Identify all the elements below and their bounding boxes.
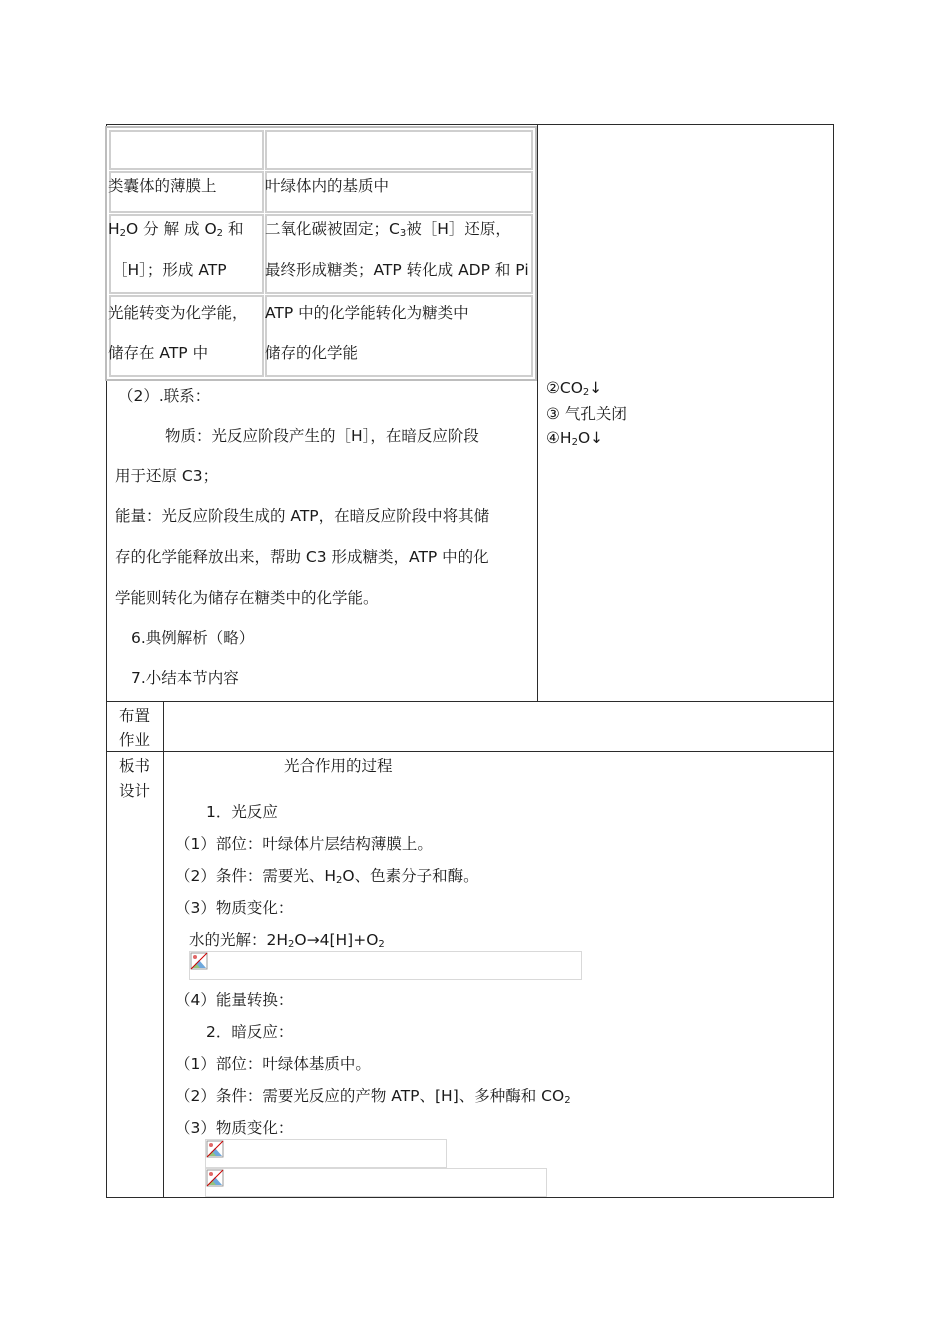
board-light-location: （1）部位：叶绿体片层结构薄膜上。 xyxy=(175,835,433,853)
row-divider-board-top xyxy=(106,751,834,752)
outer-bottom-border xyxy=(106,1197,834,1198)
board-light-reaction-heading: 1．光反应 xyxy=(206,803,278,821)
broken-image-atp-formula xyxy=(189,951,582,980)
board-label-line2: 设计 xyxy=(119,782,151,800)
board-dark-location: （1）部位：叶绿体基质中。 xyxy=(175,1055,371,1073)
cell-r1-right xyxy=(265,130,533,170)
cell-r1-left xyxy=(109,130,264,170)
broken-image-co2-fixation xyxy=(205,1139,447,1168)
outer-right-border xyxy=(833,124,834,1198)
light-energy-line1: 光能转变为化学能， xyxy=(108,304,248,322)
stroma-text: 叶绿体内的基质中 xyxy=(265,177,390,195)
broken-image-icon xyxy=(190,952,208,970)
board-light-conditions: （2）条件：需要光、$H_2O$、色素分子和酶。 xyxy=(175,867,479,886)
thylakoid-membrane-text: 类囊体的薄膜上 xyxy=(108,177,217,195)
board-dark-material-change: （3）物质变化： xyxy=(175,1119,294,1137)
row-divider-homework-top xyxy=(106,701,834,702)
label-column-divider xyxy=(163,701,164,1198)
light-energy-line2: 储存在 ATP 中 xyxy=(108,344,209,362)
relation-material-line2: 用于还原 C3； xyxy=(115,467,219,485)
broken-image-icon xyxy=(206,1140,224,1158)
dark-reaction-change-line1: 二氧化碳被固定；$C_3$被［H］还原， xyxy=(265,220,511,239)
relation-heading: （2）.联系： xyxy=(118,387,211,405)
relation-material-line1: 物质：光反应阶段产生的［H］，在暗反应阶段 xyxy=(165,427,479,445)
item-summary: 7.小结本节内容 xyxy=(131,669,239,687)
board-title: 光合作用的过程 xyxy=(284,757,393,775)
relation-energy-line2: 存的化学能释放出来，帮助 C3 形成糖类，ATP 中的化 xyxy=(115,548,489,566)
board-water-photolysis: 水的光解：$2H_2O\to 4[H]+O_2$ xyxy=(189,931,385,950)
light-reaction-change-line1: $H_2O$ 分 解 成 $O_2$ 和 xyxy=(108,220,244,239)
board-energy-conversion: （4）能量转换： xyxy=(175,991,294,1009)
homework-label-line1: 布置 xyxy=(119,707,151,725)
board-dark-reaction-heading: 2．暗反应： xyxy=(206,1023,294,1041)
dark-energy-line2: 储存的化学能 xyxy=(265,344,359,362)
right-note-stomata: ③ 气孔关闭 xyxy=(546,405,627,423)
relation-energy-line1: 能量：光反应阶段生成的 ATP，在暗反应阶段中将其储 xyxy=(115,507,490,525)
column-divider xyxy=(537,124,538,702)
item-example-analysis: 6.典例解析（略） xyxy=(131,629,255,647)
board-light-material-change: （3）物质变化： xyxy=(175,899,294,917)
right-note-co2: $②CO_2↓$ xyxy=(546,379,603,398)
broken-image-icon xyxy=(206,1169,224,1187)
homework-label-line2: 作业 xyxy=(119,731,151,749)
board-dark-conditions: （2）条件：需要光反应的产物 ATP、[H]、多种酶和 $CO_2$ xyxy=(175,1087,571,1106)
board-label-line1: 板书 xyxy=(119,757,151,775)
broken-image-c3-reduction xyxy=(205,1168,547,1197)
right-note-h2o: $④H_2O↓$ xyxy=(546,429,604,448)
dark-reaction-change-line2: 最终形成糖类；ATP 转化成 ADP 和 Pi xyxy=(265,261,529,279)
dark-energy-line1: ATP 中的化学能转化为糖类中 xyxy=(265,304,469,322)
relation-energy-line3: 学能则转化为储存在糖类中的化学能。 xyxy=(115,589,379,607)
outer-top-border xyxy=(106,124,834,125)
light-reaction-change-line2: ［H］；形成 ATP xyxy=(112,261,227,279)
